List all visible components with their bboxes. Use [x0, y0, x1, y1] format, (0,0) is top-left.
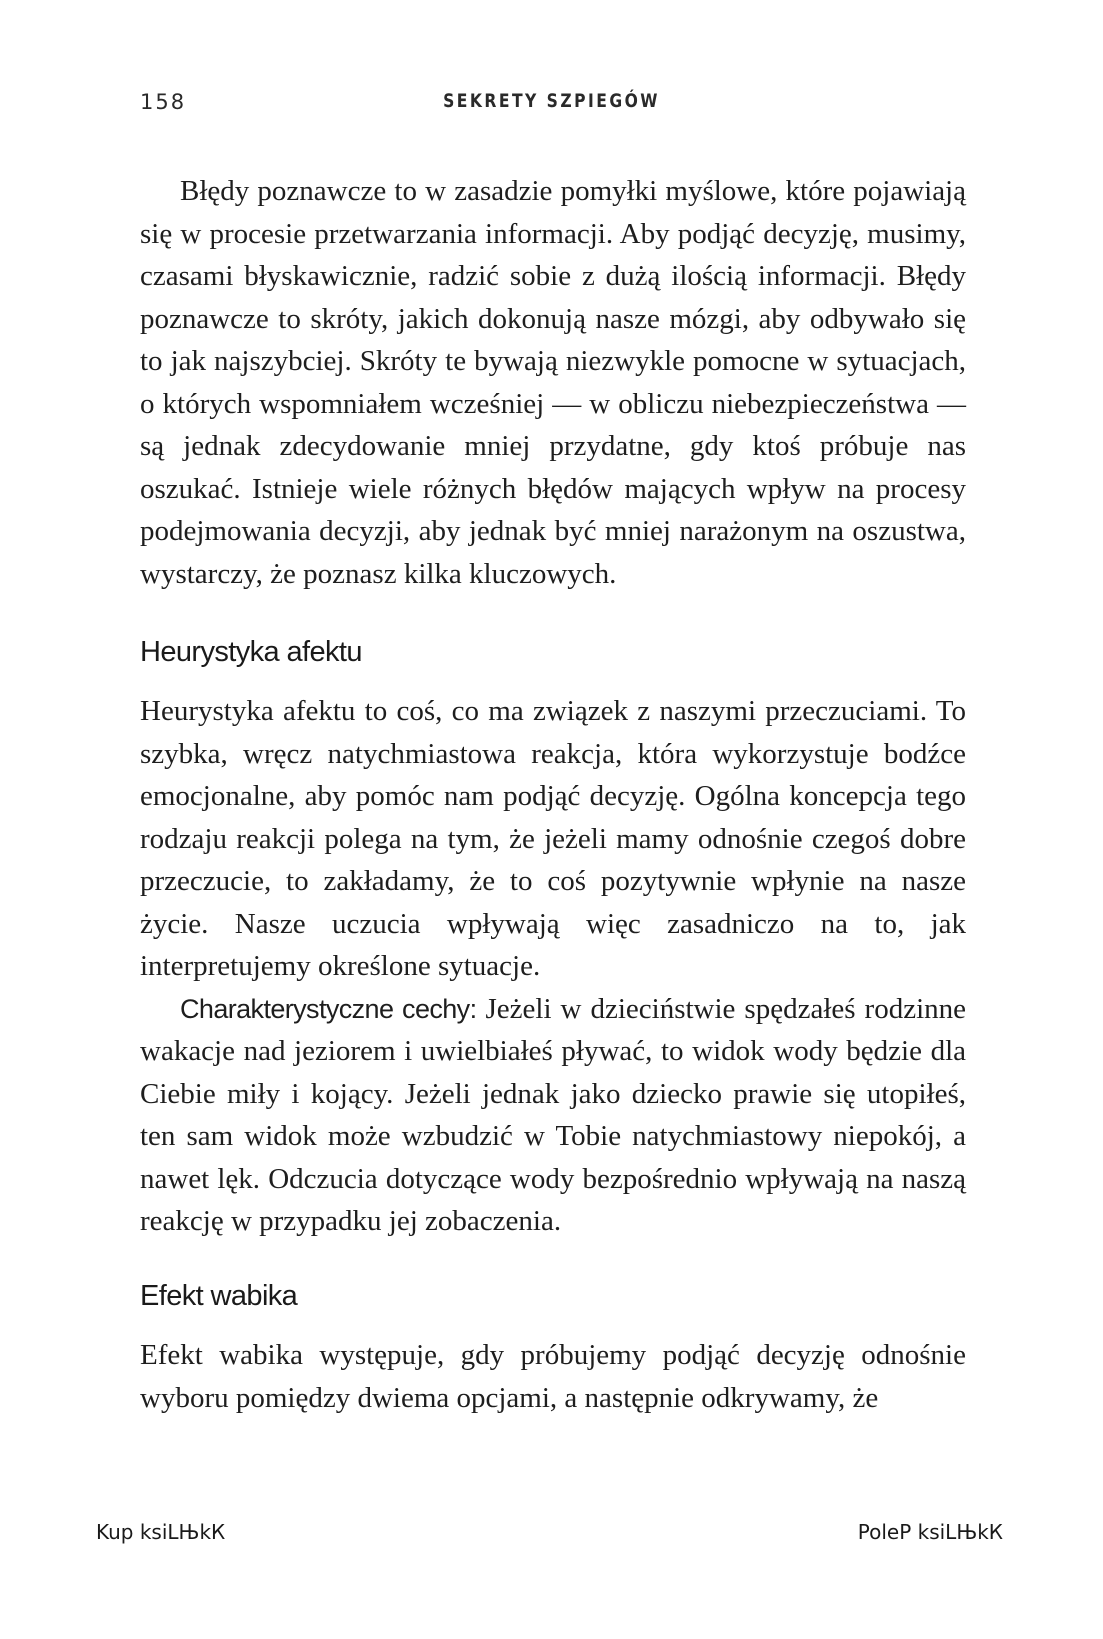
section-heading-efekt-wabika: Efekt wabika	[140, 1280, 298, 1312]
characteristic-features-paragraph	[140, 988, 966, 1243]
page-number: 158	[140, 90, 187, 114]
page-footer	[0, 1520, 1103, 1560]
characteristic-features-text: Jeżeli w dzieciństwie spędzałeś rodzinne wakacje nad jeziorem i uwielbiałeś pływać, to widok wody będzie dla Ciebie miły i kojący. Jeżeli jednak jako dziecko prawie się utopiłeś, ten sam widok może wzbudzić w Tobie natychmiastowy niepokój, a nawet lęk. Odczucia dotyczące wody bezpośrednio wpływają na naszą reakcję w przypadku jej zobaczenia.	[140, 992, 966, 1237]
section-heurystyka-afektu-body	[140, 690, 966, 1243]
characteristic-features-label: Charakterystyczne cechy:	[180, 993, 477, 1024]
efekt-wabika-paragraph: Efekt wabika występuje, gdy próbujemy podjąć decyzję odnośnie wyboru pomiędzy dwiema opcjami, a następnie odkrywamy, że	[140, 1339, 966, 1414]
heurystyka-afektu-paragraph: Heurystyka afektu to coś, co ma związek z naszymi przeczuciami. To szybka, wręcz natychmiastowa reakcja, która wykorzystuje bodźce emocjonalne, aby pomóc nam podjąć decyzję. Ogólna koncepcja tego rodzaju reakcji polega na tym, że jeżeli mamy odnośnie czegoś dobre przeczucie, to zakładamy, że to coś pozytywnie wpłynie na nasze życie. Nasze uczucia wpływają więc zasadniczo na to, jak interpretujemy określone sytuacje.	[140, 695, 966, 982]
section-efekt-wabika-body	[140, 1334, 966, 1419]
running-title: SEKRETY SZPIEGÓW	[443, 90, 660, 112]
intro-text-block	[140, 170, 966, 595]
buy-book-link[interactable]: Kup ksiLЊkК	[96, 1520, 226, 1544]
section-heading-heurystyka-afektu: Heurystyka afektu	[140, 636, 362, 668]
intro-paragraph: Błędy poznawcze to w zasadzie pomyłki myślowe, które pojawiają się w procesie przetwarzania informacji. Aby podjąć decyzję, musimy, czasami błyskawicznie, radzić sobie z dużą ilością informacji. Błędy poznawcze to skróty, jakich dokonują nasze mózgi, aby odbywało się to jak najszybciej. Skróty te bywają niezwykle pomocne w sytuacjach, o których wspomniałem wcześniej — w obliczu niebezpieczeństwa — są jednak zdecydowanie mniej przydatne, gdy ktoś próbuje nas oszukać. Istnieje wiele różnych błędów mających wpływ na procesy podejmowania decyzji, aby jednak być mniej narażonym na oszustwa, wystarczy, że poznasz kilka kluczowych.	[140, 175, 966, 590]
recommend-book-link[interactable]: PoleР ksiLЊkК	[857, 1520, 1003, 1544]
page-header	[0, 90, 1103, 122]
